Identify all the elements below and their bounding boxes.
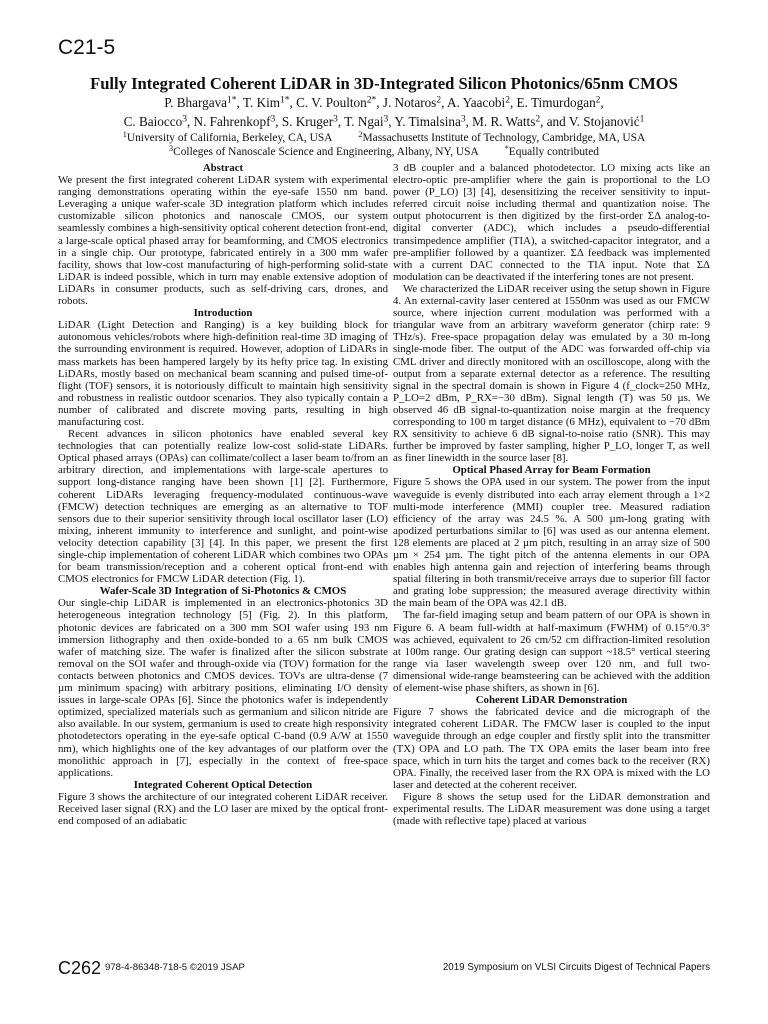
paper-title: Fully Integrated Coherent LiDAR in 3D-Integrated Silicon Photonics/65nm CMOS bbox=[90, 74, 678, 93]
author-line-2: C. Baiocco$^3$, N. Fahrenkopf$^3$, S. Kruger$^3$, T. Ngai$^3$, Y. Timalsina$^3$, M. R. Watts$^2$, and V. Stojanović$^1$ bbox=[123, 114, 645, 129]
body-paragraph: We characterized the LiDAR receiver using the setup shown in Figure 4. An external-cavity laser centered at 1550nm was used as our FMCW source, where injection current modulation was performed with a triangular wave from an arbitrary waveform generator (chirp rate: 9 THz/s). Free-space propagation delay was emulated by a 30 m-long single-mode fiber. The output of the ADC was forwarded off-chip via CML driver and directly monitored with an oscilloscope, along with the output from a separate external detector as a reference. The resulting signal in the spectral domain is shown in Figure 4 (f_clock=250 MHz, P_LO=2 dBm, P_RX=−30 dBm). Signal length (T) was 50 µs. We observed 46 dB signal-to-quantization noise margin at the frequency corresponding to 100 m target distance (6 MHz), equivalent to −70 dBm RX sensitivity to achieve 6 dB signal-to-noise ratio (SNR). This may further be improved by faster sampling, higher P_LO, longer T, as well as finer linewidth in the source laser [8]. bbox=[393, 282, 710, 465]
section-heading: Introduction bbox=[193, 307, 253, 320]
author-name: T. Kim bbox=[242, 95, 281, 110]
author-name: P. Bhargava bbox=[164, 95, 228, 110]
right-column bbox=[393, 162, 710, 827]
author-name: M. R. Watts bbox=[472, 114, 536, 129]
body-paragraph: Recent advances in silicon photonics have enabled several key technologies that can potentially realize low-cost solid-state LiDARs. Optical phased arrays (OPAs) can collimate/collect a laser beam to/from an arbitrary direction, and implementations with large-scale apertures to support long-distance ranging have been shown [1] [2]. Furthermore, coherent LiDARs leveraging frequency-modulated continuous-wave (FMCW) detection techniques are emerging as an alternative to TOF sensors due to their superior sensitivity through local oscillator laser (LO) mixing, inherent immunity to interference and sunlight, and point-wise velocity detection capability [3] [4]. In this paper, we present the first single-chip implementation of coherent LiDAR which combines two OPAs for beam transmission/reception and a coherent optical front-end with CMOS electronics for FMCW LiDAR detection (Fig. 1). bbox=[58, 428, 388, 586]
section-heading: Integrated Coherent Optical Detection bbox=[133, 778, 313, 791]
section-heading: Wafer-Scale 3D Integration of Si-Photonics & CMOS bbox=[99, 585, 347, 598]
body-paragraph: Figure 7 shows the fabricated device and die micrograph of the integrated coherent LiDAR. The FMCW laser is coupled to the input waveguide through an edge coupler and firstly split into the transmitter (TX) OPA and LO path. The TX OPA emits the laser beam into free space, which in turn hits the target and comes back to the receiver (RX) OPA. Finally, the received laser from the RX OPA is mixed with the LO laser and detected at the coherent receiver. bbox=[393, 706, 710, 791]
author-name: V. Stojanović bbox=[568, 114, 640, 129]
left-column bbox=[58, 162, 388, 827]
paper-code: C21-5 bbox=[58, 36, 116, 59]
paper-header bbox=[40, 74, 728, 159]
affiliation-line-1: $^1$University of California, Berkeley, CA, USA $^2$Massachusetts Institute of Technology, Cambridge, MA, USA bbox=[122, 129, 646, 144]
author-name: N. Fahrenkopf bbox=[193, 114, 271, 129]
author-name: C. V. Poulton bbox=[296, 95, 367, 110]
author-name: C. Baiocco bbox=[123, 114, 183, 129]
author-name: S. Kruger bbox=[281, 114, 334, 129]
author-name: E. Timurdogan bbox=[516, 95, 596, 110]
body-paragraph: Our single-chip LiDAR is implemented in an electronics-photonics 3D heterogeneous integration technology [5] (Fig. 2). In this platform, photonic devices are fabricated on a 300 mm SOI wafer using 193 nm immersion lithography and then oxide-bonded to a 65 nm bulk CMOS wafer of matching size. The wafer is finalized after the silicon substrate removal on the SOI wafer and through-oxide via (TOV) formation for the contacts between photonics and CMOS devices. TOVs are ultra-dense (7 µm minimum spacing) with arbitrary positions, eliminating I/O density issues in large-scale OPAs [6]. Since the photonics wafer is independently optimized, specialized materials such as germanium and silicon nitride are also available. In our system, germanium is used to create high responsivity photodetectors operating in the eye-safe optical C-band (0.9 A/W at 1550 nm), which highlights one of the key advantages of our platform over the monolithic approach in [7], especially in the context of free-space applications. bbox=[58, 597, 388, 779]
body-paragraph: Figure 5 shows the OPA used in our system. The power from the input waveguide is evenly distributed into each array element through a 1×2 multi-mode interference (MMI) coupler tree. Measured radiation efficiency of the array was 24.5 %. A 500 µm-long grating with apodized perturbations similar to [6] was used as our antenna element. 128 elements are placed at 2 µm pitch, resulting in an array size of 500 µm × 254 µm. The tight pitch of the antenna elements in our OPA enables high antenna gain and rejection of interfering beams through spatial filtering in both transmit/receive arrays due to superior fill factor and grating lobe suppression; the measured average directivity within the main beam of the OPA was 42.1 dB. bbox=[393, 476, 710, 610]
author-name: J. Notaros bbox=[382, 95, 437, 110]
section-heading: Optical Phased Array for Beam Formation bbox=[452, 464, 651, 477]
venue: 2019 Symposium on VLSI Circuits Digest of Technical Papers bbox=[442, 962, 710, 973]
author-line-1: P. Bhargava$^{1*}$, T. Kim$^{1*}$, C. V. Poulton$^{2*}$, J. Notaros$^2$, A. Yaacobi$^2$, E. Timurdogan$^2$, bbox=[164, 95, 604, 110]
body-paragraph: 3 dB coupler and a balanced photodetector. LO mixing acts like an electro-optic pre-amplifier where the gain is proportional to the LO power (P_LO) [3] [4], desensitizing the receiver sensitivity to input-referred circuit noise including thermal and quantization noise. The output photocurrent is then digitized by the first-order ΣΔ analog-to-digital converter (ADC), which includes a pseudo-differential transimpedence amplifier (TIA), a switched-capacitor integrator, and a pre-amplifier followed by a quantizer. ΣΔ feedback was implemented with a current DAC connected to the TIA input. Note that ΣΔ modulation can be deactivated if the interfering tones are not present. bbox=[393, 162, 710, 283]
body-paragraph: LiDAR (Light Detection and Ranging) is a key building block for autonomous vehicles/robots where high-definition real-time 3D imaging of the surrounding environment is required. However, adoption of LiDARs in mass markets has been hampered largely by its hefty price tag. In existing LiDARs, mostly based on mechanical beam scanning and pulsed time-of-flight (TOF) sensors, it is notoriously difficult to maintain high sensitivity and robustness in realistic outdoor scenarios. They also typically contain a number of calibrated and discrete moving parts, resulting in high manufacturing cost. bbox=[58, 319, 388, 428]
isbn-copyright: 978-4-86348-718-5 ©2019 JSAP bbox=[105, 962, 245, 973]
affiliation: University of California, Berkeley, CA, USA bbox=[126, 132, 333, 144]
body-paragraph: Figure 3 shows the architecture of our integrated coherent LiDAR receiver. Received laser signal (RX) and the LO laser are mixed by the optical front-end composed of an adiabatic bbox=[58, 790, 388, 828]
section-heading: Coherent LiDAR Demonstration bbox=[475, 694, 628, 707]
author-name: A. Yaacobi bbox=[446, 95, 506, 110]
section-heading: Abstract bbox=[202, 162, 244, 174]
author-name: T. Ngai bbox=[344, 114, 384, 129]
body-paragraph: Figure 8 shows the setup used for the LiDAR demonstration and experimental results. The LiDAR measurement was done using a target (made with reflective tape) placed at various bbox=[393, 790, 710, 828]
equal-contribution-note: Equally contributed bbox=[508, 146, 599, 158]
page-footer bbox=[58, 957, 710, 979]
author-name: Y. Timalsina bbox=[394, 114, 461, 129]
page-number: C262 bbox=[58, 958, 102, 978]
body-paragraph: The far-field imaging setup and beam pattern of our OPA is shown in Figure 6. A beam full-width at half-maximum (FWHM) of 0.15°/0.3° was achieved, equivalent to 26 cm/52 cm diffraction-limited resolution at 100m range. Our grating design can support ~18.5° vertical steering range via laser wavelength sweep over 120 nm, and full two-dimensional wide-range beamsteering can be achieved with the addition of element-wise phase shifters, as shown in [6]. bbox=[393, 609, 710, 695]
body-paragraph: We present the first integrated coherent LiDAR system with experimental ranging demonstrations operating within the eye-safe 1550 nm band. Leveraging a unique wafer-scale 3D integration platform which includes customizable silicon photonics and nanoscale CMOS, our system seamlessly combines a high-sensitivity optical coherent detection front-end, a large-scale optical phased array for beamforming, and CMOS electronics in a single chip. Our prototype, fabricated entirely in a 300 mm wafer facility, shows that low-cost manufacturing of high-performing solid-state LiDAR is indeed possible, which in turn may enable extensive adoption of LiDARs in consumer products, such as self-driving cars, drones, and robots. bbox=[58, 174, 388, 308]
affiliation: Colleges of Nanoscale Science and Engineering, Albany, NY, USA bbox=[173, 146, 479, 158]
affiliation-line-2: $^3$Colleges of Nanoscale Science and Engineering, Albany, NY, USA *Equally contributed bbox=[169, 143, 599, 158]
affiliation: Massachusetts Institute of Technology, Cambridge, MA, USA bbox=[362, 132, 646, 144]
